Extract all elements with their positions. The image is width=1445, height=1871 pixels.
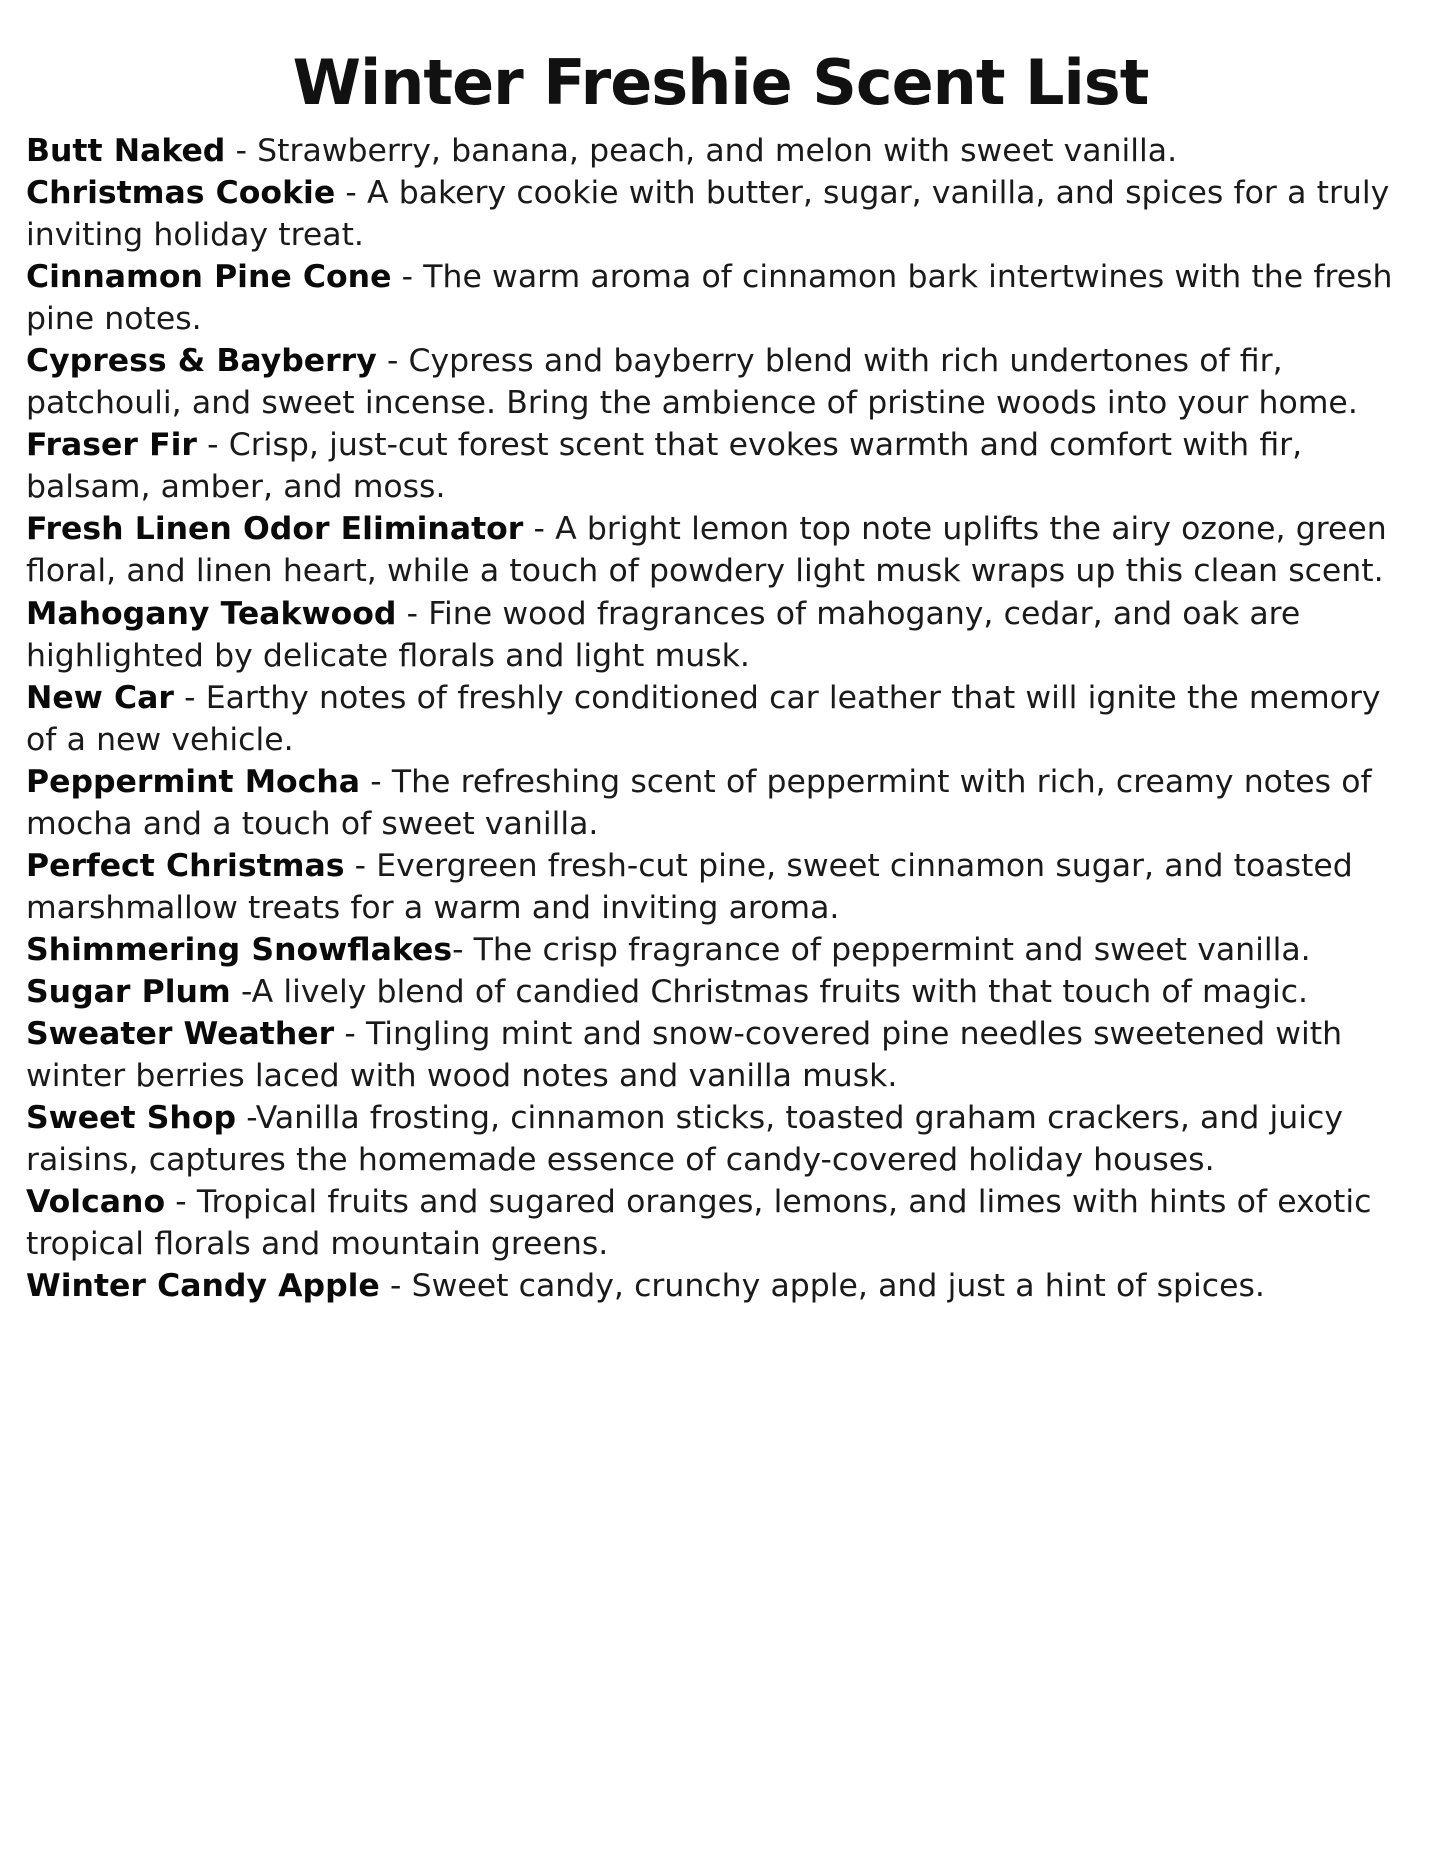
scent-description: - Evergreen fresh-cut pine, sweet cinnamon sugar, and toasted marshmallow treats for a warm and inviting aroma. xyxy=(26,847,1353,926)
list-item xyxy=(26,1097,1415,1181)
list-item xyxy=(26,677,1415,761)
list-item xyxy=(26,845,1415,929)
scent-list xyxy=(26,130,1415,1307)
page-title: Winter Freshie Scent List xyxy=(292,46,1149,119)
list-item xyxy=(26,593,1415,677)
scent-description: - Sweet candy, crunchy apple, and just a hint of spices. xyxy=(379,1268,1265,1305)
scent-name: Fresh Linen Odor Eliminator xyxy=(26,511,524,548)
scent-description: -A lively blend of candied Christmas fruits with that touch of magic. xyxy=(230,973,1309,1010)
scent-description: - The warm aroma of cinnamon bark intertwines with the fresh pine notes. xyxy=(26,259,1393,338)
scent-name: Cinnamon Pine Cone xyxy=(26,259,392,296)
scent-name: Sugar Plum xyxy=(26,973,231,1010)
list-item xyxy=(26,508,1415,592)
scent-name: Cypress & Bayberry xyxy=(26,343,377,380)
list-item xyxy=(26,1181,1415,1265)
scent-name: Peppermint Mocha xyxy=(26,763,361,800)
scent-description: - Tingling mint and snow-covered pine needles sweetened with winter berries laced with wood notes and vanilla musk. xyxy=(26,1015,1343,1095)
scent-description: - Earthy notes of freshly conditioned car leather that will ignite the memory of a new vehicle. xyxy=(26,679,1381,758)
scent-description: - Tropical fruits and sugared oranges, lemons, and limes with hints of exotic tropical florals and mountain greens. xyxy=(26,1184,1372,1263)
scent-description: -Vanilla frosting, cinnamon sticks, toasted graham crackers, and juicy raisins, captures the homemade essence of candy-covered holiday houses. xyxy=(26,1100,1343,1179)
list-item xyxy=(26,256,1415,340)
list-item xyxy=(26,1013,1415,1097)
list-item xyxy=(26,971,1415,1013)
list-item xyxy=(26,1265,1415,1307)
scent-name: Sweater Weather xyxy=(26,1015,335,1052)
scent-description: - Cypress and bayberry blend with rich undertones of fir, patchouli, and sweet incense. Bring the ambience of pristine woods into your home. xyxy=(26,343,1358,422)
list-item xyxy=(26,761,1415,845)
scent-description: - Crisp, just-cut forest scent that evokes warmth and comfort with fir, balsam, amber, and moss. xyxy=(26,427,1303,506)
scent-name: Shimmering Snowflakes xyxy=(26,931,453,968)
scent-name: Fraser Fir xyxy=(26,427,197,464)
scent-name: Butt Naked xyxy=(26,133,226,169)
scent-description: - A bakery cookie with butter, sugar, vanilla, and spices for a truly inviting holiday treat. xyxy=(26,175,1390,254)
list-item xyxy=(26,340,1415,424)
scent-name: Christmas Cookie xyxy=(26,175,336,212)
list-item xyxy=(26,424,1415,508)
list-item xyxy=(26,172,1415,256)
scent-description: - Fine wood fragrances of mahogany, cedar, and oak are highlighted by delicate florals and light musk. xyxy=(26,595,1301,674)
scent-name: Perfect Christmas xyxy=(26,847,345,884)
scent-description: - A bright lemon top note uplifts the airy ozone, green floral, and linen heart, while a touch of powdery light musk wraps up this clean scent. xyxy=(26,511,1387,590)
scent-name: Mahogany Teakwood xyxy=(26,595,397,632)
list-item xyxy=(26,929,1415,971)
scent-name: New Car xyxy=(26,679,174,716)
scent-description: - Strawberry, banana, peach, and melon with sweet vanilla. xyxy=(225,133,1178,169)
scent-name: Sweet Shop xyxy=(26,1100,237,1137)
scent-description: - The crisp fragrance of peppermint and sweet vanilla. xyxy=(452,931,1311,968)
scent-name: Volcano xyxy=(26,1184,166,1221)
scent-name: Winter Candy Apple xyxy=(26,1268,380,1305)
scent-description: - The refreshing scent of peppermint with rich, creamy notes of mocha and a touch of sweet vanilla. xyxy=(26,763,1372,842)
list-item xyxy=(26,130,1415,172)
